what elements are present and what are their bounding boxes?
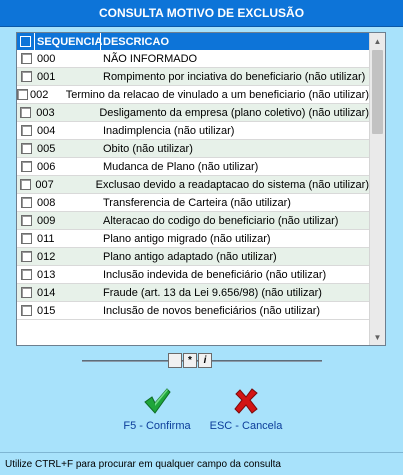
table-row[interactable] xyxy=(17,176,369,194)
descricao-cell: Inclusão indevida de beneficiário (não utilizar) xyxy=(103,268,327,281)
descricao-cell: Termino da relacao de vinulado a um beneficiario (não utilizar) xyxy=(65,88,369,101)
grid-rows xyxy=(17,50,369,320)
window-title: CONSULTA MOTIVO DE EXCLUSÃO xyxy=(0,0,403,27)
descricao-cell: Alteracao do codigo do beneficiario (não utilizar) xyxy=(103,214,339,227)
scroll-up-icon[interactable]: ▲ xyxy=(373,36,382,46)
descricao-cell: Obito (não utilizar) xyxy=(103,142,193,155)
sequencia-cell: 013 xyxy=(37,268,56,281)
sequencia-cell: 011 xyxy=(37,232,55,245)
table-row[interactable] xyxy=(17,104,369,122)
column-header-descricao[interactable]: DESCRICAO xyxy=(103,35,170,48)
row-checkbox[interactable] xyxy=(17,143,35,154)
descricao-cell: Desligamento da empresa (plano coletivo) (não utilizar) xyxy=(99,106,369,119)
table-row[interactable] xyxy=(17,86,369,104)
sequencia-cell: 003 xyxy=(36,106,55,119)
sequencia-cell: 009 xyxy=(37,214,56,227)
sequencia-cell: 005 xyxy=(37,142,56,155)
table-row[interactable] xyxy=(17,284,369,302)
descricao-cell: Exclusao devido a readaptacao do sistema (não utilizar) xyxy=(95,178,369,191)
sequencia-cell: 012 xyxy=(37,250,56,263)
table-row[interactable] xyxy=(17,50,369,68)
descricao-cell: Transferencia de Carteira (não utilizar) xyxy=(103,196,291,209)
table-row[interactable] xyxy=(17,68,369,86)
vertical-scrollbar[interactable] xyxy=(369,33,385,345)
sequencia-cell: 015 xyxy=(37,304,56,317)
row-checkbox[interactable] xyxy=(17,287,35,298)
green-check-icon xyxy=(143,388,171,414)
row-checkbox[interactable] xyxy=(17,251,35,262)
sequencia-cell: 000 xyxy=(37,52,56,65)
descricao-cell: Rompimento por inciativa do beneficiario (não utilizar) xyxy=(103,70,366,83)
row-checkbox[interactable] xyxy=(17,89,28,100)
navigator-position-button[interactable] xyxy=(168,353,182,368)
scroll-down-icon[interactable]: ▼ xyxy=(373,332,382,342)
record-navigator xyxy=(82,352,322,370)
table-row[interactable] xyxy=(17,230,369,248)
red-x-icon xyxy=(233,388,259,414)
table-row[interactable] xyxy=(17,248,369,266)
action-bar xyxy=(0,388,403,440)
info-button[interactable]: i xyxy=(198,353,212,368)
sequencia-cell: 008 xyxy=(37,196,56,209)
row-checkbox[interactable] xyxy=(17,269,35,280)
descricao-cell: Inclusão de novos beneficiários (não utilizar) xyxy=(103,304,321,317)
descricao-cell: Inadimplencia (não utilizar) xyxy=(103,124,235,137)
row-checkbox[interactable] xyxy=(17,125,35,136)
table-row[interactable] xyxy=(17,122,369,140)
status-bar: Utilize CTRL+F para procurar em qualquer campo da consulta xyxy=(0,452,403,475)
scroll-thumb[interactable] xyxy=(372,50,383,134)
descricao-cell: Plano antigo adaptado (não utilizar) xyxy=(103,250,277,263)
sequencia-cell: 014 xyxy=(37,286,56,299)
sequencia-cell: 004 xyxy=(37,124,56,137)
column-header-sequencia[interactable]: SEQUENCIA xyxy=(35,33,101,50)
descricao-cell: Mudanca de Plano (não utilizar) xyxy=(103,160,259,173)
row-checkbox[interactable] xyxy=(17,71,35,82)
descricao-cell: Fraude (art. 13 da Lei 9.656/98) (não utilizar) xyxy=(103,286,322,299)
table-row[interactable] xyxy=(17,194,369,212)
results-grid[interactable] xyxy=(16,32,386,346)
table-row[interactable] xyxy=(17,266,369,284)
table-row[interactable] xyxy=(17,302,369,320)
sequencia-cell: 002 xyxy=(30,88,49,101)
cancel-button[interactable] xyxy=(206,388,286,432)
row-checkbox[interactable] xyxy=(17,305,35,316)
row-checkbox[interactable] xyxy=(17,53,35,64)
table-row[interactable] xyxy=(17,212,369,230)
row-checkbox[interactable] xyxy=(17,233,35,244)
confirm-label: F5 - Confirma xyxy=(123,420,191,432)
table-row[interactable] xyxy=(17,158,369,176)
sequencia-cell: 007 xyxy=(35,178,54,191)
sequencia-cell: 001 xyxy=(37,70,56,83)
grid-header xyxy=(17,33,369,50)
new-record-button[interactable]: * xyxy=(183,353,197,368)
select-all-checkbox[interactable] xyxy=(17,33,35,50)
row-checkbox[interactable] xyxy=(17,179,33,190)
confirm-button[interactable] xyxy=(121,388,193,432)
row-checkbox[interactable] xyxy=(17,197,35,208)
row-checkbox[interactable] xyxy=(17,107,34,118)
row-checkbox[interactable] xyxy=(17,161,35,172)
cancel-label: ESC - Cancela xyxy=(209,420,283,432)
descricao-cell: Plano antigo migrado (não utilizar) xyxy=(103,232,271,245)
table-row[interactable] xyxy=(17,140,369,158)
descricao-cell: NÃO INFORMADO xyxy=(103,52,198,65)
sequencia-cell: 006 xyxy=(37,160,56,173)
row-checkbox[interactable] xyxy=(17,215,35,226)
